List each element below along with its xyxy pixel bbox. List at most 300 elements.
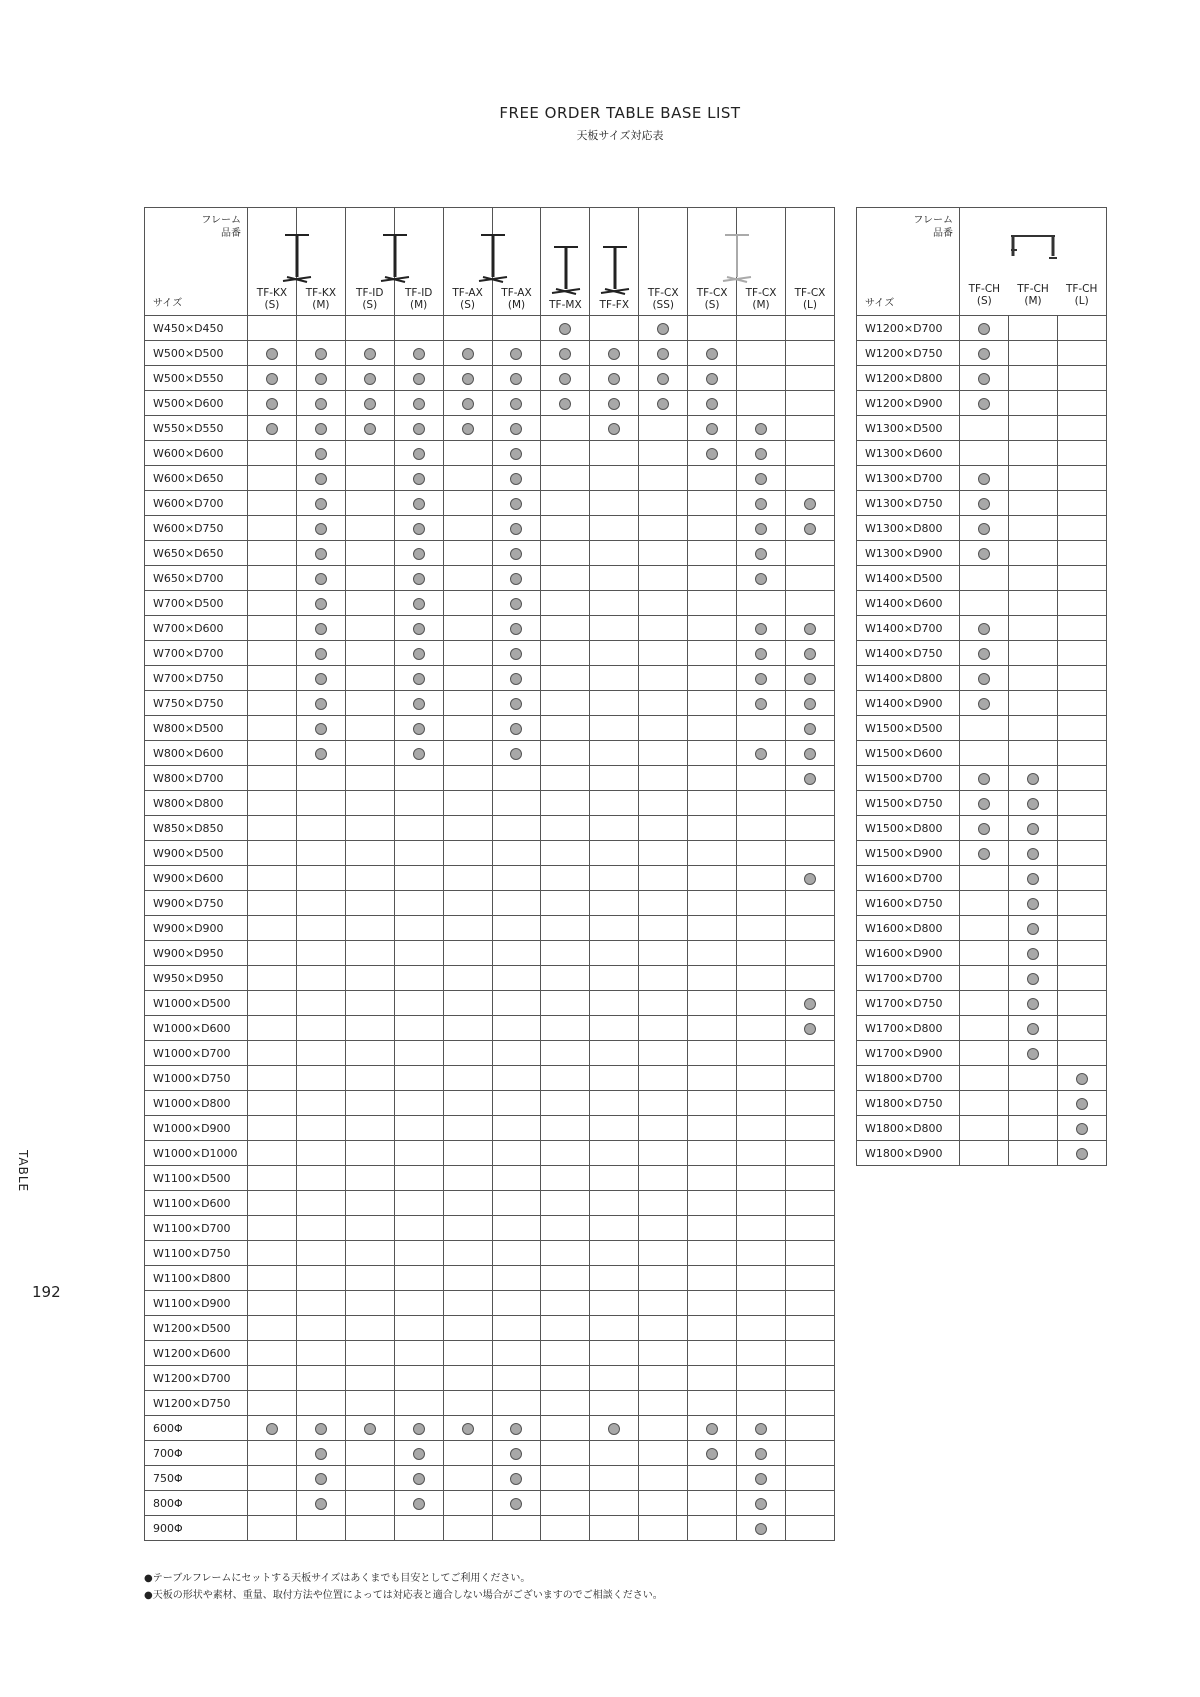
compat-cell [541,1016,590,1041]
compat-cell [785,366,834,391]
compat-cell [541,1341,590,1366]
compat-cell [590,441,639,466]
compatible-dot-icon [978,498,990,510]
size-cell: W1700×D700 [857,966,960,991]
compat-cell [345,516,394,541]
compat-cell [296,741,345,766]
compat-cell [248,741,297,766]
compat-cell [248,491,297,516]
compat-cell [248,416,297,441]
compat-cell [296,766,345,791]
table-row [145,616,835,641]
compat-cell [541,1466,590,1491]
compat-cell [1058,791,1107,816]
compat-cell [639,1091,688,1116]
table-row [857,616,1107,641]
compat-cell [296,341,345,366]
compat-cell [296,791,345,816]
compatible-dot-icon [1027,873,1039,885]
compatible-dot-icon [657,323,669,335]
size-cell: W1300×D900 [857,541,960,566]
table-row [857,591,1107,616]
compat-cell [492,1491,541,1516]
compat-cell [296,1366,345,1391]
compat-cell [394,591,443,616]
table-row [857,716,1107,741]
compat-cell [296,566,345,591]
compat-cell [1058,516,1107,541]
compat-cell [394,1416,443,1441]
compat-cell [443,816,492,841]
compat-cell [688,1016,737,1041]
compat-cell [639,1141,688,1166]
table-row [145,366,835,391]
compat-cell [590,816,639,841]
compatible-dot-icon [755,673,767,685]
compat-cell [590,1141,639,1166]
compat-cell [248,1141,297,1166]
size-cell: W1100×D600 [145,1191,248,1216]
compat-cell [492,1366,541,1391]
compat-cell [394,1241,443,1266]
compat-cell [688,316,737,341]
compat-cell [394,891,443,916]
size-cell: W1000×D1000 [145,1141,248,1166]
compat-cell [688,1366,737,1391]
compatible-dot-icon [559,398,571,410]
compatible-dot-icon [657,373,669,385]
compat-cell [541,866,590,891]
size-cell: 700Φ [145,1441,248,1466]
compatible-dot-icon [510,1473,522,1485]
size-cell: W900×D900 [145,916,248,941]
compat-cell [590,1341,639,1366]
compat-cell [1058,316,1107,341]
compat-cell [541,1091,590,1116]
compat-cell [785,791,834,816]
compat-cell [785,691,834,716]
size-cell: W1400×D900 [857,691,960,716]
compatible-dot-icon [804,773,816,785]
compat-cell [785,1116,834,1141]
compat-cell [590,591,639,616]
compat-cell [394,1016,443,1041]
compat-cell [639,1191,688,1216]
compat-cell [960,391,1009,416]
compat-cell [639,666,688,691]
compat-cell [785,616,834,641]
compat-cell [248,1441,297,1466]
compat-cell [639,1266,688,1291]
compat-cell [492,416,541,441]
compat-cell [785,741,834,766]
compat-cell [960,766,1009,791]
compat-cell [785,841,834,866]
compat-cell [296,1166,345,1191]
compatible-dot-icon [755,548,767,560]
compat-cell [1009,991,1058,1016]
compat-cell [785,1316,834,1341]
compat-cell [394,1166,443,1191]
compat-cell [1009,666,1058,691]
compat-cell [688,1041,737,1066]
compatible-dot-icon [364,348,376,360]
compat-cell [296,1266,345,1291]
notes [144,1570,663,1604]
column-variant: (M) [752,299,770,311]
column-header [960,283,1009,307]
tf-ch-header-group [960,208,1107,316]
compat-cell [541,441,590,466]
size-cell: W1700×D900 [857,1041,960,1066]
compat-cell [688,1216,737,1241]
corner-size-label: サイズ [865,298,895,309]
compat-cell [345,1216,394,1241]
table-row [145,316,835,341]
compat-cell [785,1391,834,1416]
table-row [145,641,835,666]
size-cell: W1400×D600 [857,591,960,616]
compatible-dot-icon [755,498,767,510]
compat-cell [639,491,688,516]
compat-cell [1009,516,1058,541]
compat-cell [345,1191,394,1216]
compat-cell [960,1091,1009,1116]
compat-cell [639,541,688,566]
compat-cell [443,691,492,716]
compatible-dot-icon [413,1448,425,1460]
compat-cell [296,1291,345,1316]
compat-cell [443,966,492,991]
size-cell: 900Φ [145,1516,248,1541]
size-cell: W650×D700 [145,566,248,591]
compat-cell [737,741,786,766]
table-row [145,1091,835,1116]
compat-cell [737,916,786,941]
compat-cell [737,816,786,841]
size-cell: W1700×D800 [857,1016,960,1041]
size-cell: W1400×D750 [857,641,960,666]
column-code: TF-ID [404,287,433,299]
compat-cell [541,666,590,691]
compat-cell [296,416,345,441]
size-cell: W1600×D900 [857,941,960,966]
column-variant: (S) [460,299,475,311]
compatible-dot-icon [266,398,278,410]
compat-cell [248,1166,297,1191]
size-cell: W1000×D700 [145,1041,248,1066]
compat-cell [590,1441,639,1466]
table-row [857,891,1107,916]
compat-cell [1058,816,1107,841]
compatible-dot-icon [1076,1123,1088,1135]
compat-cell [345,1316,394,1341]
compat-cell [541,1166,590,1191]
compat-cell [639,1241,688,1266]
compat-cell [688,1441,737,1466]
compat-cell [541,1516,590,1541]
compatible-dot-icon [266,373,278,385]
compat-cell [639,1291,688,1316]
compat-cell [590,966,639,991]
compat-cell [785,1241,834,1266]
section-side-label: TABLE [16,1150,30,1193]
compat-cell [737,616,786,641]
compat-cell [1058,391,1107,416]
compat-cell [590,616,639,641]
compat-cell [394,1316,443,1341]
compat-cell [296,841,345,866]
compat-cell [492,691,541,716]
compat-cell [394,691,443,716]
compatible-dot-icon [510,1448,522,1460]
compat-cell [639,441,688,466]
table-row [145,1466,835,1491]
compat-cell [688,466,737,491]
compat-cell [394,1291,443,1316]
compat-cell [639,1466,688,1491]
size-cell: 750Φ [145,1466,248,1491]
compat-cell [296,1041,345,1066]
compat-cell [248,441,297,466]
compatible-dot-icon [559,348,571,360]
compatible-dot-icon [657,348,669,360]
compat-cell [443,1141,492,1166]
compat-cell [737,1241,786,1266]
table-leg-fx-icon [595,243,635,299]
compat-cell [541,816,590,841]
size-cell: W1000×D750 [145,1066,248,1091]
compat-cell [345,1341,394,1366]
compat-cell [639,516,688,541]
compatible-dot-icon [510,698,522,710]
compatible-dot-icon [755,1423,767,1435]
compatible-dot-icon [978,648,990,660]
compat-cell [345,691,394,716]
compatible-dot-icon [510,673,522,685]
compat-cell [443,416,492,441]
compat-cell [296,1241,345,1266]
compat-cell [541,916,590,941]
compat-cell [1009,641,1058,666]
compat-cell [492,866,541,891]
compat-cell [296,641,345,666]
table-leg-id-icon [375,231,415,287]
compat-cell [785,391,834,416]
compat-cell [296,1216,345,1241]
compatible-dot-icon [315,448,327,460]
compat-cell [688,591,737,616]
table-row [857,666,1107,691]
compatible-dot-icon [755,573,767,585]
compat-cell [590,391,639,416]
compatible-dot-icon [510,648,522,660]
compat-cell [737,516,786,541]
compat-cell [785,316,834,341]
compat-cell [541,1241,590,1266]
column-variant: (S) [362,299,378,311]
compat-cell [785,1266,834,1291]
compatible-dot-icon [315,648,327,660]
compatible-dot-icon [510,598,522,610]
table-row [857,416,1107,441]
column-variant: (M) [312,299,330,311]
compat-cell [443,766,492,791]
table-row [857,1016,1107,1041]
compat-cell [443,941,492,966]
compat-cell [1009,491,1058,516]
compat-cell [248,541,297,566]
compat-cell [345,1041,394,1066]
compat-cell [296,366,345,391]
size-cell: W1200×D600 [145,1341,248,1366]
compat-cell [443,1016,492,1041]
compat-cell [394,1366,443,1391]
compat-cell [541,1116,590,1141]
compatible-dot-icon [978,773,990,785]
compat-cell [394,1066,443,1091]
compat-cell [248,916,297,941]
column-code: TF-CX [745,287,777,299]
column-header [1009,283,1058,307]
compatible-dot-icon [706,1423,718,1435]
compat-cell [541,641,590,666]
compat-cell [960,541,1009,566]
compat-cell [541,991,590,1016]
size-cell: W600×D750 [145,516,248,541]
compat-cell [737,766,786,791]
table-row [145,466,835,491]
table-row [857,391,1107,416]
column-code: TF-AX [501,287,532,299]
compat-cell [394,1216,443,1241]
compat-cell [639,691,688,716]
compat-cell [345,366,394,391]
compatible-dot-icon [804,498,816,510]
compatible-dot-icon [510,623,522,635]
compatible-dot-icon [315,423,327,435]
table-row [145,916,835,941]
compatible-dot-icon [510,348,522,360]
compat-cell [737,1441,786,1466]
compat-cell [443,441,492,466]
compat-cell [688,1191,737,1216]
compat-cell [345,1391,394,1416]
compat-cell [960,366,1009,391]
compat-cell [443,1216,492,1241]
compatible-dot-icon [364,398,376,410]
compat-cell [541,1191,590,1216]
compat-cell [1009,391,1058,416]
table-row [145,1191,835,1216]
table-row [145,1366,835,1391]
compat-cell [443,641,492,666]
column-code: TF-AX [452,287,483,299]
compat-cell [345,866,394,891]
compatible-dot-icon [1027,773,1039,785]
compat-cell [785,1441,834,1466]
compat-cell [737,1291,786,1316]
compatible-dot-icon [413,523,425,535]
compat-cell [688,341,737,366]
compat-cell [296,891,345,916]
compat-cell [1009,741,1058,766]
table-row [145,816,835,841]
compat-cell [590,1391,639,1416]
size-cell: W800×D500 [145,716,248,741]
compat-cell [492,1266,541,1291]
compat-cell [345,316,394,341]
compat-cell [960,816,1009,841]
compat-cell [1009,466,1058,491]
table-row [145,716,835,741]
compatible-dot-icon [978,823,990,835]
compat-cell [541,1291,590,1316]
compat-cell [1009,366,1058,391]
compat-cell [737,991,786,1016]
compat-cell [785,1341,834,1366]
compatible-dot-icon [413,1498,425,1510]
compat-cell [785,491,834,516]
compat-cell [688,966,737,991]
compat-cell [541,416,590,441]
compat-cell [345,1491,394,1516]
compat-cell [345,766,394,791]
compat-cell [345,466,394,491]
compat-cell [639,1166,688,1191]
compatible-dot-icon [364,423,376,435]
column-code: TF-CX [696,287,728,299]
compat-cell [737,1341,786,1366]
compat-cell [443,541,492,566]
compat-cell [541,516,590,541]
size-cell: W950×D950 [145,966,248,991]
compat-cell [785,816,834,841]
page-number: 192 [32,1283,61,1301]
compat-cell [590,1416,639,1441]
compatible-dot-icon [608,1423,620,1435]
compat-cell [492,891,541,916]
compatible-dot-icon [978,398,990,410]
compat-cell [785,891,834,916]
compat-cell [492,841,541,866]
compat-cell [639,466,688,491]
compat-cell [688,1141,737,1166]
compatible-dot-icon [608,398,620,410]
compat-cell [737,441,786,466]
compat-cell [443,1041,492,1066]
compat-cell [960,1041,1009,1066]
compat-cell [688,916,737,941]
table-row [145,1416,835,1441]
compat-cell [1009,841,1058,866]
table-row [857,766,1107,791]
compat-cell [443,1066,492,1091]
compat-cell [443,366,492,391]
compat-cell [785,516,834,541]
compatible-dot-icon [1027,823,1039,835]
compatible-dot-icon [510,473,522,485]
compat-cell [688,1391,737,1416]
size-cell: W1100×D900 [145,1291,248,1316]
compatible-dot-icon [510,373,522,385]
compat-cell [443,1116,492,1141]
compatible-dot-icon [510,498,522,510]
table-row [857,691,1107,716]
compatible-dot-icon [462,348,474,360]
compat-cell [785,1416,834,1441]
compat-cell [394,1391,443,1416]
